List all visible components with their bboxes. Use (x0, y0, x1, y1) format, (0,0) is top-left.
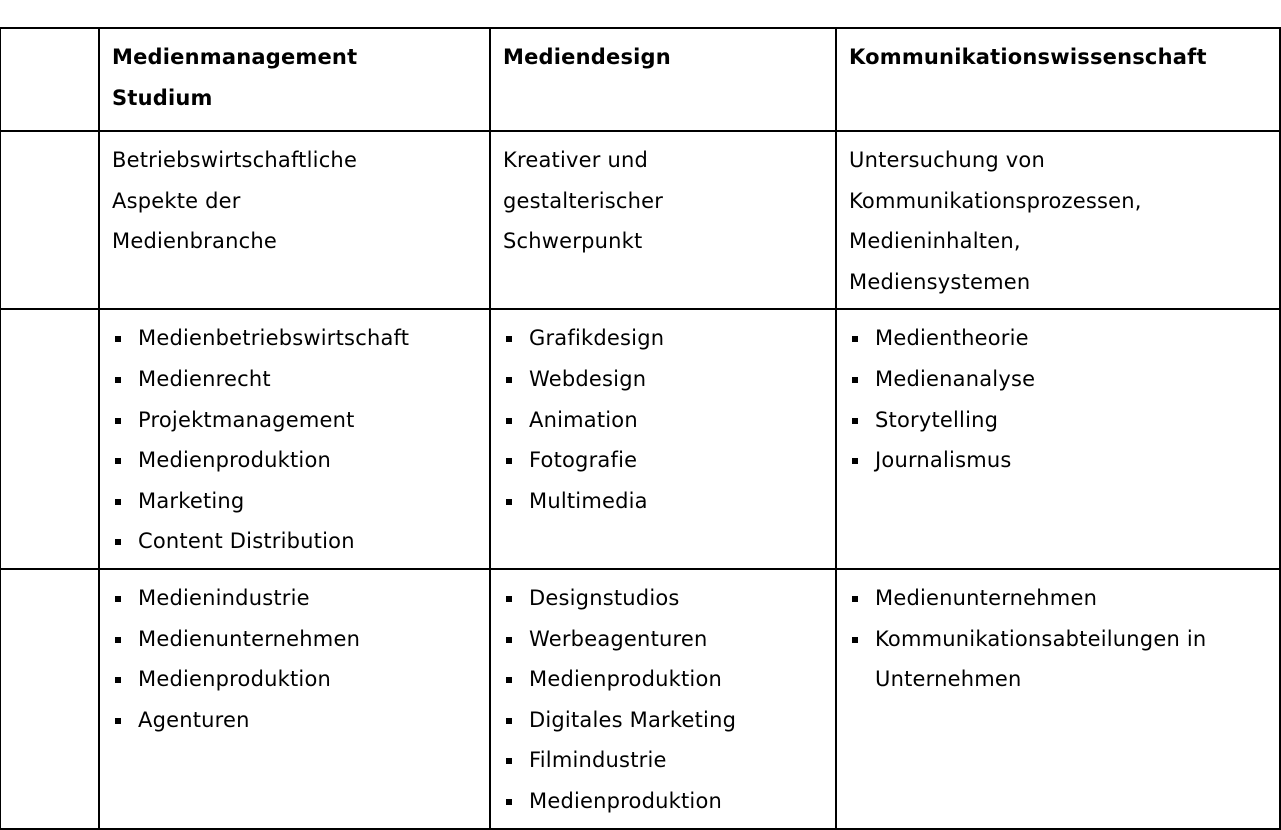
subjects-kommunikationswissenschaft (836, 309, 1280, 569)
description-line: Medieninhalten, (849, 229, 1021, 254)
description-kommunikationswissenschaft (836, 131, 1280, 309)
description-line: Untersuchung von (849, 148, 1045, 172)
subject-list (503, 318, 823, 521)
list-item: Kommunikationsabteilungen in Unternehmen (849, 619, 1267, 700)
header-mediendesign: Mediendesign (490, 28, 836, 131)
list-item: Medienunternehmen (112, 619, 477, 660)
subject-list (112, 318, 477, 562)
header-row (0, 28, 1280, 131)
row-label-cell-empty (0, 569, 99, 829)
list-item: Filmindustrie (503, 740, 823, 781)
list-item: Werbeagenturen (503, 619, 823, 660)
list-item: Content Distribution (112, 521, 477, 562)
row-label-cell-empty (0, 309, 99, 569)
comparison-table (0, 27, 1281, 830)
description-line: Schwerpunkt (503, 229, 643, 254)
row-label-cell-empty (0, 131, 99, 309)
description-line: Mediensystemen (849, 269, 1031, 294)
subjects-medienmanagement (99, 309, 490, 569)
list-item: Multimedia (503, 481, 823, 522)
description-row (0, 131, 1280, 309)
list-item: Medienrecht (112, 359, 477, 400)
careers-row (0, 569, 1280, 829)
description-line: Kreativer und (503, 148, 649, 172)
list-item: Digitales Marketing (503, 700, 823, 741)
header-medienmanagement (99, 28, 490, 131)
list-item: Medientheorie (849, 318, 1267, 359)
description-line: Kommunikationsprozessen, (849, 188, 1142, 213)
list-item: Medienanalyse (849, 359, 1267, 400)
row-label-cell-empty (0, 28, 99, 131)
list-item: Medienbetriebswirtschaft (112, 318, 477, 359)
list-item: Medienproduktion (503, 781, 823, 822)
list-item: Agenturen (112, 700, 477, 741)
list-item: Medienproduktion (112, 440, 477, 481)
list-item: Designstudios (503, 578, 823, 619)
header-medienmanagement-line: Medienmanagement (112, 45, 358, 69)
careers-medienmanagement (99, 569, 490, 829)
list-item: Medienunternehmen (849, 578, 1267, 619)
list-item: Medienproduktion (112, 659, 477, 700)
description-mediendesign (490, 131, 836, 309)
list-item: Marketing (112, 481, 477, 522)
list-item: Webdesign (503, 359, 823, 400)
career-list (849, 578, 1267, 700)
description-medienmanagement (99, 131, 490, 309)
description-line: Betriebswirtschaftliche (112, 148, 358, 172)
list-item: Storytelling (849, 400, 1267, 441)
description-line: gestalterischer (503, 188, 664, 213)
list-item: Grafikdesign (503, 318, 823, 359)
list-item: Medienindustrie (112, 578, 477, 619)
list-item: Journalismus (849, 440, 1267, 481)
description-line: Aspekte der (112, 188, 241, 213)
header-medienmanagement-line: Studium (112, 86, 213, 110)
subjects-row (0, 309, 1280, 569)
careers-mediendesign (490, 569, 836, 829)
career-list (112, 578, 477, 740)
careers-kommunikationswissenschaft (836, 569, 1280, 829)
subject-list (849, 318, 1267, 480)
list-item: Animation (503, 400, 823, 441)
header-kommunikationswissenschaft: Kommunikationswissenschaft (836, 28, 1280, 131)
list-item: Medienproduktion (503, 659, 823, 700)
list-item: Projektmanagement (112, 400, 477, 441)
career-list (503, 578, 823, 822)
subjects-mediendesign (490, 309, 836, 569)
list-item: Fotografie (503, 440, 823, 481)
description-line: Medienbranche (112, 229, 277, 254)
